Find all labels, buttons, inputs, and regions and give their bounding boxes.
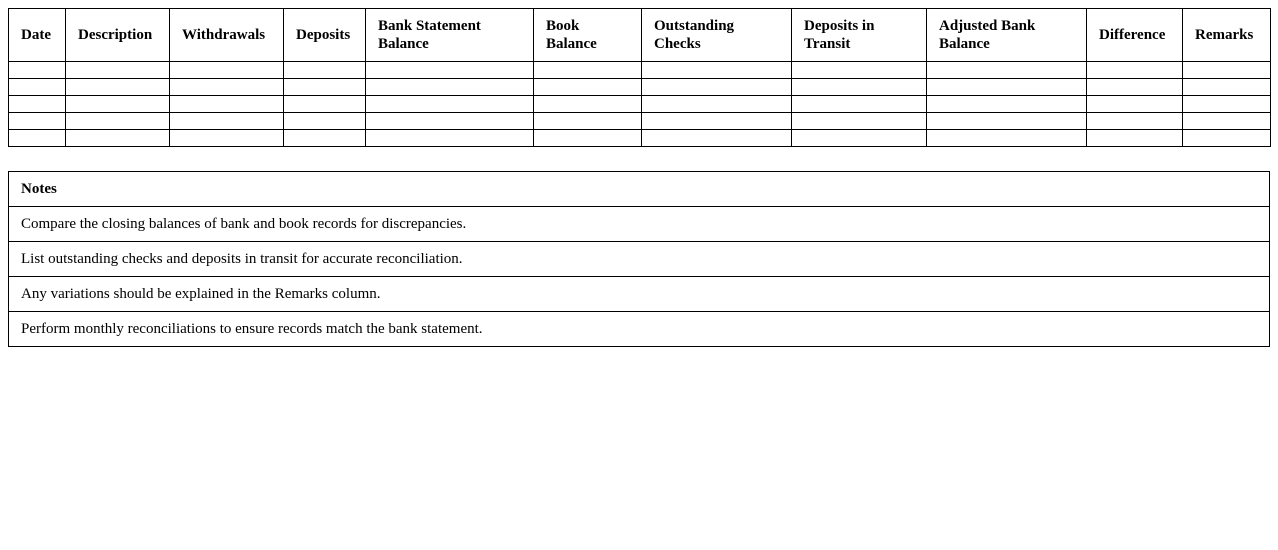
note-item: Compare the closing balances of bank and book records for discrepancies.: [9, 207, 1270, 242]
table-row: [9, 79, 1271, 96]
table-cell: [927, 96, 1087, 113]
table-cell: [9, 62, 66, 79]
table-cell: [366, 79, 534, 96]
table-cell: [284, 96, 366, 113]
table-cell: [1087, 62, 1183, 79]
column-header-deposits: Deposits: [284, 9, 366, 62]
table-row: [9, 96, 1271, 113]
table-cell: [1183, 130, 1271, 147]
table-cell: [1087, 130, 1183, 147]
table-cell: [792, 96, 927, 113]
table-cell: [534, 96, 642, 113]
table-cell: [170, 113, 284, 130]
note-row: [9, 277, 1270, 312]
table-row: [9, 62, 1271, 79]
column-header-adjusted-bank-balance: Adjusted Bank Balance: [927, 9, 1087, 62]
reconciliation-table: [8, 8, 1271, 147]
table-cell: [642, 130, 792, 147]
table-cell: [284, 62, 366, 79]
table-cell: [1087, 96, 1183, 113]
table-cell: [66, 79, 170, 96]
table-cell: [66, 96, 170, 113]
table-cell: [66, 130, 170, 147]
table-cell: [534, 113, 642, 130]
table-cell: [170, 62, 284, 79]
table-cell: [792, 130, 927, 147]
table-cell: [9, 79, 66, 96]
table-cell: [9, 96, 66, 113]
table-cell: [170, 79, 284, 96]
table-cell: [170, 96, 284, 113]
notes-table: [8, 171, 1270, 347]
table-cell: [642, 62, 792, 79]
note-row: [9, 242, 1270, 277]
table-cell: [927, 113, 1087, 130]
table-cell: [284, 113, 366, 130]
column-header-difference: Difference: [1087, 9, 1183, 62]
column-header-bank-statement-balance: Bank Statement Balance: [366, 9, 534, 62]
column-header-deposits-in-transit: Deposits in Transit: [792, 9, 927, 62]
reconciliation-table-body: [9, 62, 1271, 147]
table-cell: [1183, 79, 1271, 96]
table-cell: [284, 130, 366, 147]
table-cell: [66, 113, 170, 130]
table-row: [9, 130, 1271, 147]
column-header-book-balance: Book Balance: [534, 9, 642, 62]
table-row: [9, 113, 1271, 130]
table-cell: [534, 79, 642, 96]
table-cell: [1183, 96, 1271, 113]
table-cell: [1183, 62, 1271, 79]
note-row: [9, 312, 1270, 347]
notes-header-row: [9, 172, 1270, 207]
table-cell: [66, 62, 170, 79]
table-cell: [366, 113, 534, 130]
table-cell: [366, 130, 534, 147]
note-item: Perform monthly reconciliations to ensure records match the bank statement.: [9, 312, 1270, 347]
table-cell: [366, 96, 534, 113]
column-header-remarks: Remarks: [1183, 9, 1271, 62]
table-cell: [792, 62, 927, 79]
note-row: [9, 207, 1270, 242]
table-cell: [927, 62, 1087, 79]
table-header-row: [9, 9, 1271, 62]
table-cell: [1087, 79, 1183, 96]
table-cell: [534, 62, 642, 79]
column-header-description: Description: [66, 9, 170, 62]
table-cell: [927, 79, 1087, 96]
table-cell: [642, 96, 792, 113]
note-item: List outstanding checks and deposits in transit for accurate reconciliation.: [9, 242, 1270, 277]
table-cell: [927, 130, 1087, 147]
table-cell: [9, 113, 66, 130]
table-cell: [1183, 113, 1271, 130]
table-cell: [170, 130, 284, 147]
table-cell: [642, 79, 792, 96]
table-cell: [9, 130, 66, 147]
table-cell: [284, 79, 366, 96]
column-header-date: Date: [9, 9, 66, 62]
table-cell: [534, 130, 642, 147]
table-cell: [642, 113, 792, 130]
note-item: Any variations should be explained in the Remarks column.: [9, 277, 1270, 312]
table-cell: [792, 79, 927, 96]
column-header-outstanding-checks: Outstanding Checks: [642, 9, 792, 62]
column-header-withdrawals: Withdrawals: [170, 9, 284, 62]
table-cell: [366, 62, 534, 79]
table-cell: [1087, 113, 1183, 130]
notes-title: Notes: [9, 172, 1270, 207]
table-cell: [792, 113, 927, 130]
